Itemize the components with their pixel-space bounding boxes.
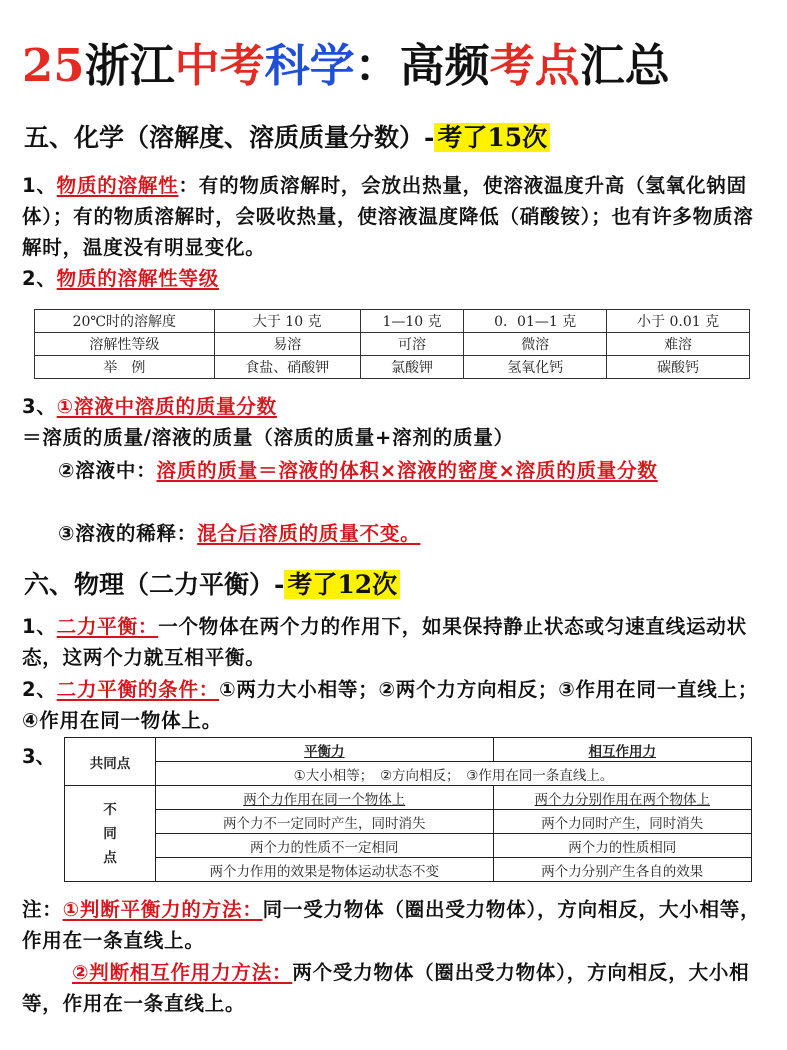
section5-paragraph-2: 2、物质的溶解性等级	[22, 267, 220, 290]
section5-heading: 五、化学（溶解度、溶质质量分数）- 考了15次	[24, 120, 550, 156]
section6-paragraph-2: 2、二力平衡的条件：①两力大小相等；②两个力方向相反；③作用在同一直线上；④作用在同一物体上。	[22, 678, 759, 732]
table-row: 20℃时的溶解度 大于 10 克 1—10 克 0．01—1 克 小于 0.01 克	[35, 310, 750, 333]
section6-count-badge: 考了12次	[284, 570, 400, 599]
section6-paragraph-1: 1、二力平衡：一个物体在两个力的作用下，如果保持静止状态或匀速直线运动状态，这两个力就互相平衡。	[22, 615, 747, 669]
table-row: ①大小相等； ②方向相反； ③作用在同一条直线上。	[65, 762, 752, 786]
section5-count-badge: 考了15次	[434, 123, 550, 152]
table-row: 两个力作用的效果是物体运动状态不变 两个力分别产生各自的效果	[65, 858, 752, 882]
table-row: 举 例 食盐、硝酸钾 氯酸钾 氢氧化钙 碳酸钙	[35, 356, 750, 379]
section5-paragraph-3b: ②溶液中：溶质的质量＝溶液的体积×溶液的密度×溶质的质量分数	[58, 459, 658, 482]
note-2: ②判断相互作用力方法：两个受力物体（圈出受力物体），方向相反，大小相等，作用在一条直线上。	[22, 961, 750, 1015]
section5-paragraph-1: 1、物质的溶解性：有的物质溶解时，会放出热量，使溶液温度升高（氢氧化钠固体）；有的物质溶解时，会吸收热量，使溶液温度降低（硝酸铵）；也有许多物质溶解时，温度没有明显变化。	[22, 174, 754, 259]
table-row: 两个力不一定同时产生，同时消失 两个力同时产生，同时消失	[65, 810, 752, 834]
note-1: 注：①判断平衡力的方法：同一受力物体（圈出受力物体），方向相反，大小相等，作用在一条直线上。	[22, 898, 761, 952]
table-row: 溶解性等级 易溶 可溶 微溶 难溶	[35, 333, 750, 356]
page-title: 25浙江中考科学：高频考点汇总	[22, 39, 670, 92]
difference-label: 不 同 点	[65, 786, 156, 882]
section5-paragraph-3: 3、①溶液中溶质的质量分数＝溶质的质量/溶液的质量（溶质的质量+溶剂的质量）	[22, 395, 514, 449]
section5-paragraph-3c: ③溶液的稀释：混合后溶质的质量不变。	[58, 522, 421, 545]
table-row: 不 同 点 两个力作用在同一个物体上 两个力分别作用在两个物体上	[65, 786, 752, 810]
table-row: 两个力的性质不一定相同 两个力的性质相同	[65, 834, 752, 858]
table-row: 共同点 平衡力 相互作用力	[65, 738, 752, 762]
section6-paragraph-3-number: 3、	[22, 745, 56, 768]
solubility-table	[34, 309, 750, 379]
section6-heading: 六、物理（二力平衡）- 考了12次	[24, 567, 400, 603]
force-comparison-table	[64, 737, 752, 882]
